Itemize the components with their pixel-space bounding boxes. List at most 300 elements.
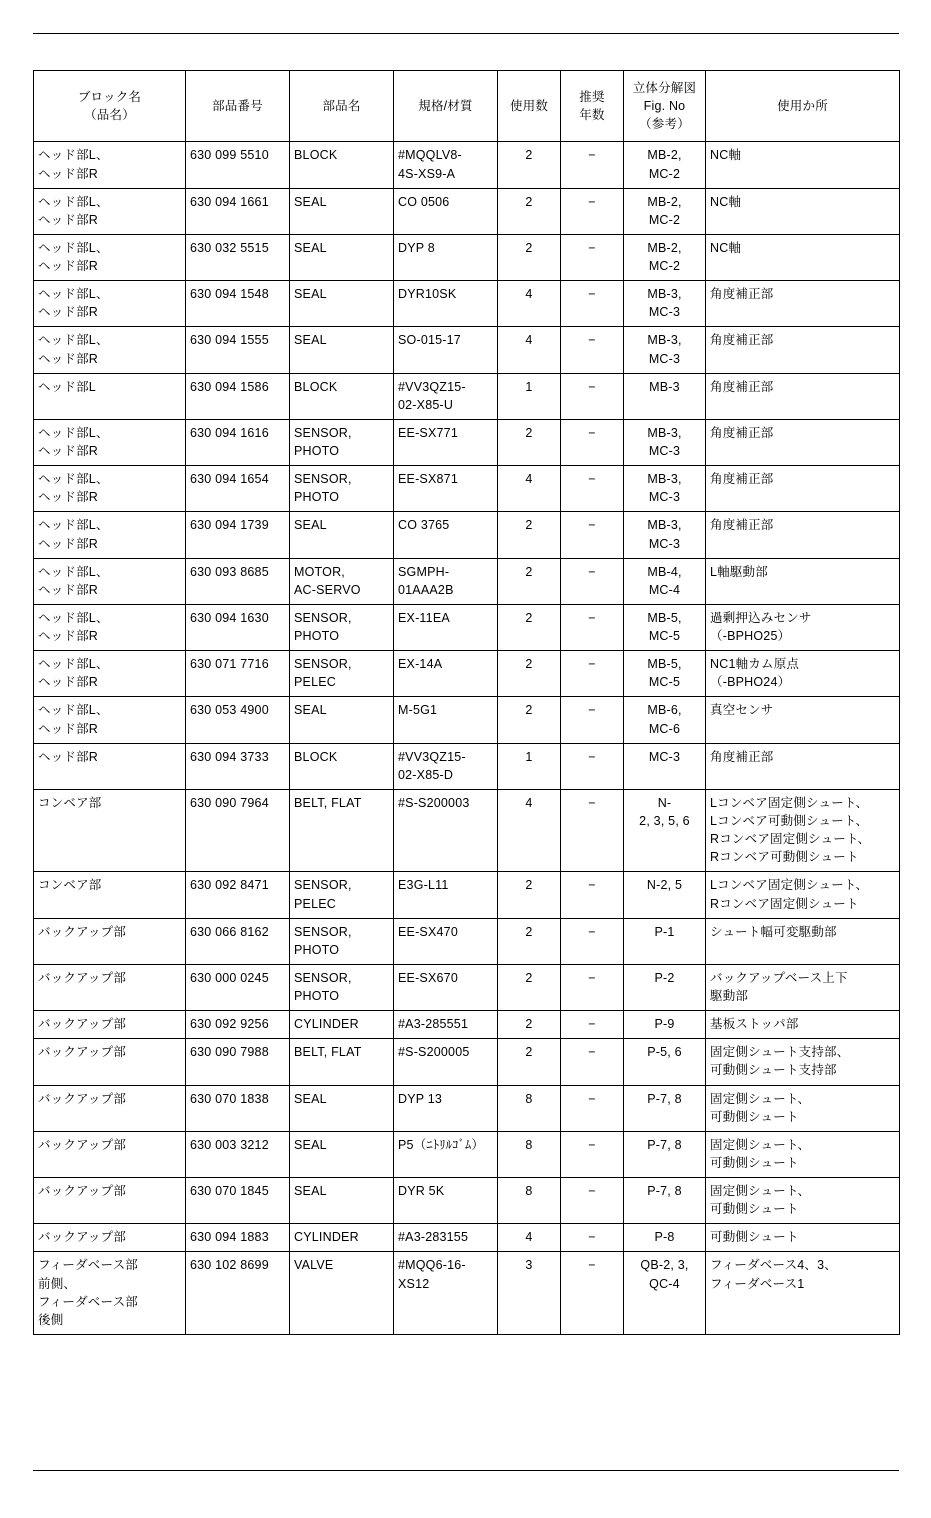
cell-line: 角度補正部 (710, 287, 774, 302)
cell-part-number (186, 697, 290, 743)
table-row (34, 142, 900, 188)
cell-line: SEAL (294, 1137, 327, 1152)
cell-recommended-years (561, 373, 624, 419)
table-row (34, 234, 900, 280)
cell-line: 4 (525, 287, 533, 302)
cell-part-name (290, 188, 394, 234)
cell-line: 630 003 3212 (190, 1137, 269, 1152)
cell-line: SENSOR, PHOTO (294, 425, 352, 458)
cell-line: 固定側シュート、 (710, 1137, 811, 1152)
cell-usage-location (706, 1039, 900, 1085)
cell-spec-material (394, 872, 498, 918)
cell-line: 2 (525, 703, 533, 718)
cell-figure-no (624, 466, 706, 512)
cell-line: SEAL (294, 194, 327, 209)
cell-quantity (498, 872, 561, 918)
cell-line: P-7, 8 (647, 1137, 682, 1152)
cell-line: N- (657, 795, 672, 810)
cell-line: （-BPHO24） (710, 675, 791, 690)
cell-usage-location (706, 558, 900, 604)
cell-line: − (588, 518, 596, 533)
cell-line: 4S-XS9-A (398, 166, 456, 181)
cell-recommended-years (561, 872, 624, 918)
cell-usage-location (706, 1131, 900, 1177)
cell-line: Lコンベア固定側シュート、 (710, 878, 869, 893)
cell-line: 角度補正部 (710, 472, 774, 487)
cell-part-number (186, 512, 290, 558)
cell-line: 駆動部 (710, 989, 749, 1003)
cell-line: 630 094 1630 (190, 610, 269, 625)
cell-line: #S-S200003 (398, 795, 470, 810)
cell-line: 1 (525, 749, 533, 764)
cell-line: NC1軸カム原点 (710, 657, 800, 672)
cell-line: SEAL (294, 1091, 327, 1106)
cell-line: MB-3, (647, 287, 682, 302)
cell-part-name (290, 789, 394, 872)
cell-recommended-years (561, 1252, 624, 1335)
cell-part-name (290, 419, 394, 465)
cell-line: ヘッド部R (38, 444, 99, 458)
cell-spec-material (394, 373, 498, 419)
cell-usage-location (706, 281, 900, 327)
cell-line: 基板ストッパ部 (710, 1017, 799, 1032)
cell-spec-material (394, 918, 498, 964)
cell-block-name (34, 281, 186, 327)
cell-line: 角度補正部 (710, 379, 774, 394)
cell-line: 2 (525, 1045, 533, 1060)
cell-line: MC-3 (648, 536, 681, 551)
cell-part-name (290, 1224, 394, 1252)
cell-line: 可動側シュート (710, 1155, 799, 1170)
cell-line: 630 102 8699 (190, 1258, 269, 1273)
cell-block-name (34, 327, 186, 373)
cell-figure-no (624, 1252, 706, 1335)
cell-line: MC-3 (648, 305, 681, 320)
cell-line: 4 (525, 1230, 533, 1245)
cell-line: M-5G1 (398, 703, 438, 718)
cell-quantity (498, 964, 561, 1010)
cell-line: SEAL (294, 287, 327, 302)
cell-spec-material (394, 1085, 498, 1131)
cell-quantity (498, 234, 561, 280)
cell-line: 630 094 1883 (190, 1230, 269, 1245)
cell-line: MC-2 (648, 212, 681, 227)
cell-line: 前側、 (38, 1276, 77, 1291)
cell-line: 固定側シュート、 (710, 1184, 811, 1198)
cell-block-name (34, 918, 186, 964)
table-row (34, 918, 900, 964)
cell-part-number (186, 872, 290, 918)
cell-part-number (186, 327, 290, 373)
cell-line: 4 (525, 333, 533, 348)
cell-part-name (290, 1178, 394, 1224)
cell-line: 2 (525, 518, 533, 533)
cell-line: 630 092 9256 (190, 1017, 269, 1032)
cell-line: ヘッド部L、 (38, 518, 109, 533)
cell-line: MC-3 (648, 490, 681, 505)
cell-recommended-years (561, 651, 624, 697)
parts-table-container (33, 70, 899, 1335)
cell-quantity (498, 512, 561, 558)
cell-part-name (290, 512, 394, 558)
table-row (34, 697, 900, 743)
header-line: 使用か所 (777, 99, 828, 114)
cell-line: L軸駆動部 (710, 564, 768, 579)
cell-line: 可動側シュート (710, 1202, 799, 1217)
cell-recommended-years (561, 1085, 624, 1131)
cell-figure-no (624, 142, 706, 188)
cell-part-number (186, 466, 290, 512)
cell-figure-no (624, 1224, 706, 1252)
cell-line: − (588, 1230, 596, 1245)
table-row (34, 1085, 900, 1131)
cell-usage-location (706, 651, 900, 697)
cell-part-number (186, 373, 290, 419)
cell-line: #MQQ6-16- (398, 1258, 466, 1273)
cell-line: 02-X85-U (398, 397, 454, 412)
header-line: ブロック名 (77, 90, 142, 105)
cell-line: CO 0506 (398, 194, 450, 209)
cell-line: − (588, 148, 596, 163)
cell-line: MB-3, (647, 333, 682, 348)
cell-line: 固定側シュート支持部、 (710, 1045, 850, 1060)
cell-line: CYLINDER (294, 1017, 359, 1032)
cell-line: − (588, 287, 596, 302)
cell-quantity (498, 142, 561, 188)
cell-line: NC軸 (710, 148, 742, 163)
cell-line: 630 094 1548 (190, 287, 269, 302)
table-row (34, 872, 900, 918)
header-line: 推奨 (579, 90, 605, 105)
cell-line: BLOCK (294, 148, 338, 163)
cell-figure-no (624, 1085, 706, 1131)
cell-line: CYLINDER (294, 1230, 359, 1245)
cell-line: バックアップ部 (38, 1184, 127, 1198)
cell-spec-material (394, 1252, 498, 1335)
cell-part-number (186, 1039, 290, 1085)
cell-block-name (34, 964, 186, 1010)
cell-line: #A3-285551 (398, 1017, 469, 1032)
cell-line: − (588, 703, 596, 718)
header-line: 部品番号 (212, 99, 263, 114)
cell-line: 630 066 8162 (190, 924, 269, 939)
cell-line: 後側 (38, 1312, 64, 1327)
cell-line: ヘッド部R (38, 629, 99, 643)
cell-line: フィーダベース4、3、 (710, 1258, 837, 1273)
cell-line: Rコンベア固定側シュート、 (710, 832, 871, 847)
cell-line: 630 053 4900 (190, 703, 269, 718)
cell-block-name (34, 872, 186, 918)
cell-line: − (588, 564, 596, 579)
cell-line: ヘッド部R (38, 166, 99, 181)
cell-line: バックアップ部 (38, 1091, 127, 1106)
cell-recommended-years (561, 918, 624, 964)
cell-usage-location (706, 1011, 900, 1039)
cell-line: − (588, 1045, 596, 1060)
cell-line: SEAL (294, 518, 327, 533)
cell-part-name (290, 743, 394, 789)
cell-line: 630 070 1845 (190, 1184, 269, 1198)
cell-part-number (186, 604, 290, 650)
cell-line: BLOCK (294, 749, 338, 764)
cell-line: 2 (525, 878, 533, 893)
cell-part-number (186, 789, 290, 872)
cell-line: − (588, 472, 596, 487)
cell-part-name (290, 651, 394, 697)
cell-line: ヘッド部L、 (38, 425, 109, 440)
cell-line: 可動側シュート支持部 (710, 1063, 837, 1078)
cell-line: E3G-L11 (398, 878, 449, 893)
cell-line: − (588, 333, 596, 348)
cell-block-name (34, 466, 186, 512)
cell-line: AC-SERVO (294, 582, 361, 597)
cell-part-name (290, 964, 394, 1010)
cell-figure-no (624, 918, 706, 964)
cell-spec-material (394, 1131, 498, 1177)
cell-line: − (588, 1091, 596, 1106)
cell-quantity (498, 697, 561, 743)
cell-figure-no (624, 872, 706, 918)
cell-recommended-years (561, 281, 624, 327)
cell-quantity (498, 373, 561, 419)
cell-line: SGMPH- (398, 564, 450, 579)
cell-line: − (588, 610, 596, 625)
cell-line: 630 071 7716 (190, 657, 269, 672)
cell-part-number (186, 188, 290, 234)
cell-line: MC-3 (648, 444, 681, 458)
header-part-name (290, 71, 394, 142)
cell-line: BLOCK (294, 379, 338, 394)
cell-part-name (290, 142, 394, 188)
header-line: Fig. No (643, 99, 686, 114)
cell-line: MB-5, (647, 657, 682, 672)
cell-line: 4 (525, 472, 533, 487)
cell-spec-material (394, 697, 498, 743)
table-row (34, 1131, 900, 1177)
cell-spec-material (394, 743, 498, 789)
cell-figure-no (624, 964, 706, 1010)
cell-line: 4 (525, 795, 533, 810)
cell-line: 2 (525, 564, 533, 579)
table-row (34, 558, 900, 604)
cell-part-number (186, 1085, 290, 1131)
cell-figure-no (624, 651, 706, 697)
cell-recommended-years (561, 1011, 624, 1039)
cell-line: 2 (525, 970, 533, 985)
table-row (34, 419, 900, 465)
cell-usage-location (706, 373, 900, 419)
cell-spec-material (394, 604, 498, 650)
cell-line: MB-3, (647, 472, 682, 487)
cell-block-name (34, 1224, 186, 1252)
table-row (34, 512, 900, 558)
cell-block-name (34, 419, 186, 465)
cell-figure-no (624, 558, 706, 604)
cell-figure-no (624, 281, 706, 327)
cell-usage-location (706, 697, 900, 743)
table-row (34, 466, 900, 512)
cell-line: P-2 (654, 970, 675, 985)
cell-line: P-5, 6 (647, 1045, 682, 1060)
cell-quantity (498, 604, 561, 650)
cell-line: NC軸 (710, 194, 742, 209)
table-row (34, 651, 900, 697)
cell-spec-material (394, 558, 498, 604)
cell-line: ヘッド部R (38, 305, 99, 320)
cell-part-number (186, 1131, 290, 1177)
table-body (34, 142, 900, 1335)
cell-usage-location (706, 512, 900, 558)
cell-block-name (34, 789, 186, 872)
cell-line: 630 094 1555 (190, 333, 269, 348)
cell-part-name (290, 1039, 394, 1085)
cell-usage-location (706, 466, 900, 512)
header-line: 部品名 (322, 99, 361, 114)
cell-usage-location (706, 327, 900, 373)
cell-part-number (186, 142, 290, 188)
table-row (34, 964, 900, 1010)
cell-block-name (34, 234, 186, 280)
cell-part-name (290, 697, 394, 743)
cell-line: − (588, 1258, 596, 1273)
header-line: （参考） (639, 117, 690, 132)
cell-line: ヘッド部L、 (38, 472, 109, 487)
cell-line: MC-4 (648, 582, 681, 597)
cell-recommended-years (561, 327, 624, 373)
cell-block-name (34, 373, 186, 419)
cell-block-name (34, 697, 186, 743)
cell-quantity (498, 558, 561, 604)
cell-line: 8 (525, 1091, 533, 1106)
cell-line: 1 (525, 379, 533, 394)
cell-line: P-7, 8 (647, 1184, 682, 1198)
cell-line: − (588, 425, 596, 440)
cell-block-name (34, 1252, 186, 1335)
header-figure-no (624, 71, 706, 142)
cell-line: 630 032 5515 (190, 240, 269, 255)
cell-line: P5（ﾆﾄﾘﾙｺﾞﾑ） (398, 1137, 485, 1152)
cell-block-name (34, 651, 186, 697)
cell-line: 2 (525, 240, 533, 255)
table-row (34, 789, 900, 872)
cell-line: MC-2 (648, 259, 681, 273)
cell-line: #S-S200005 (398, 1045, 470, 1060)
cell-part-name (290, 327, 394, 373)
cell-line: MC-5 (648, 675, 681, 690)
cell-line: SEAL (294, 703, 327, 718)
table-row (34, 1252, 900, 1335)
header-line: （品名） (84, 108, 135, 123)
cell-quantity (498, 188, 561, 234)
cell-line: ヘッド部L、 (38, 194, 109, 209)
cell-line: MB-6, (647, 703, 682, 718)
cell-quantity (498, 789, 561, 872)
cell-line: 630 000 0245 (190, 970, 269, 985)
cell-usage-location (706, 964, 900, 1010)
cell-line: − (588, 878, 596, 893)
cell-line: DYR 5K (398, 1184, 445, 1198)
cell-line: 8 (525, 1137, 533, 1152)
cell-line: ヘッド部L、 (38, 564, 109, 579)
cell-figure-no (624, 188, 706, 234)
cell-line: QC-4 (649, 1276, 680, 1291)
cell-figure-no (624, 1178, 706, 1224)
cell-spec-material (394, 1178, 498, 1224)
cell-line: 2 (525, 1017, 533, 1032)
cell-line: バックアップ部 (38, 970, 127, 985)
cell-line: 630 092 8471 (190, 878, 269, 893)
cell-line: − (588, 194, 596, 209)
cell-line: ヘッド部R (38, 582, 99, 597)
cell-line: EE-SX670 (398, 970, 458, 985)
cell-line: バックアップ部 (38, 1045, 127, 1060)
cell-usage-location (706, 1252, 900, 1335)
cell-line: ヘッド部L、 (38, 287, 109, 302)
cell-part-name (290, 1085, 394, 1131)
cell-figure-no (624, 327, 706, 373)
cell-line: SENSOR, PHOTO (294, 970, 352, 1003)
cell-line: SENSOR, PELEC (294, 878, 352, 911)
cell-spec-material (394, 964, 498, 1010)
table-row (34, 281, 900, 327)
cell-line: バックアップ部 (38, 924, 127, 939)
cell-line: DYP 13 (398, 1091, 443, 1106)
cell-part-number (186, 964, 290, 1010)
cell-block-name (34, 558, 186, 604)
cell-line: EE-SX771 (398, 425, 458, 440)
cell-line: ヘッド部L、 (38, 240, 109, 255)
cell-figure-no (624, 234, 706, 280)
cell-line: − (588, 1184, 596, 1198)
cell-line: コンベア部 (38, 878, 102, 893)
table-row (34, 1224, 900, 1252)
cell-quantity (498, 1011, 561, 1039)
cell-line: SENSOR, PELEC (294, 657, 352, 690)
table-head (34, 71, 900, 142)
cell-line: 2 (525, 657, 533, 672)
cell-line: ヘッド部L、 (38, 333, 109, 348)
cell-line: フィーダベース1 (710, 1276, 805, 1291)
cell-spec-material (394, 234, 498, 280)
cell-line: フィーダベース部 (38, 1294, 138, 1309)
cell-line: バックアップ部 (38, 1230, 127, 1245)
cell-line: ヘッド部L、 (38, 148, 109, 163)
cell-quantity (498, 651, 561, 697)
cell-line: − (588, 657, 596, 672)
cell-usage-location (706, 1178, 900, 1224)
cell-line: 8 (525, 1184, 533, 1198)
cell-line: EE-SX470 (398, 924, 458, 939)
cell-line: − (588, 1017, 596, 1032)
cell-line: ヘッド部L、 (38, 657, 109, 672)
cell-line: 角度補正部 (710, 333, 774, 348)
cell-spec-material (394, 1039, 498, 1085)
cell-line: バックアップ部 (38, 1017, 127, 1032)
cell-line: ヘッド部L、 (38, 703, 109, 718)
table-row (34, 1178, 900, 1224)
cell-line: 3 (525, 1258, 533, 1273)
cell-line: #MQQLV8- (398, 148, 462, 163)
header-block-name (34, 71, 186, 142)
cell-line: 角度補正部 (710, 425, 774, 440)
cell-line: − (588, 379, 596, 394)
cell-quantity (498, 466, 561, 512)
cell-line: ヘッド部R (38, 259, 99, 273)
cell-line: EX-14A (398, 657, 443, 672)
header-line: 年数 (579, 108, 605, 123)
cell-line: 630 094 1661 (190, 194, 269, 209)
cell-recommended-years (561, 466, 624, 512)
